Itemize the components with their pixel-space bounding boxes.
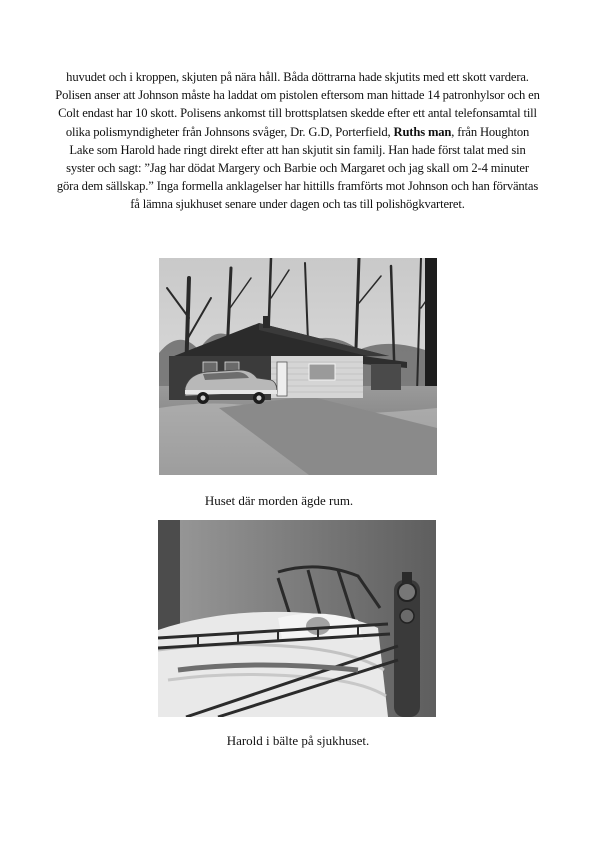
paragraph-bold-text: Ruths man <box>393 124 452 139</box>
paragraph-text-start: huvudet och i kroppen, skjuten på nära håll. Båda döttrarna hade skjutits med ett skott vardera. Polisen anser att Johnson måste ha laddat om pistolen eftersom man hittade 14 patronhylsor och en Colt endast har 10 skott. Polisens ankomst till brottsplatsen skedde efter ett antal telefonsamtal till olika polismyndigheter från Johnsons svåger, Dr. G.D, Porterfield, <box>55 70 540 139</box>
hospital-photo <box>158 520 436 717</box>
house-photo-image <box>159 258 437 475</box>
body-paragraph <box>54 68 541 214</box>
paragraph-text-end: , från Houghton Lake som Harold hade ringt direkt efter att han skjutit sin familj. Han hade först talat med sin syster och sagt: ”Jag har dödat Margery och Barbie och Margaret och jag skall om 2-4 minuter göra dem sällskap.” Inga formella anklagelser har hittills framförts mot Johnson och han förväntas få lämna sjukhuset senare under dagen och tas till polishögkvarteret. <box>56 124 539 212</box>
hospital-photo-image <box>158 520 436 717</box>
house-photo-caption: Huset där morden ägde rum. <box>204 493 354 508</box>
house-photo <box>159 258 437 475</box>
hospital-photo-caption: Harold i bälte på sjukhuset. <box>226 733 370 748</box>
